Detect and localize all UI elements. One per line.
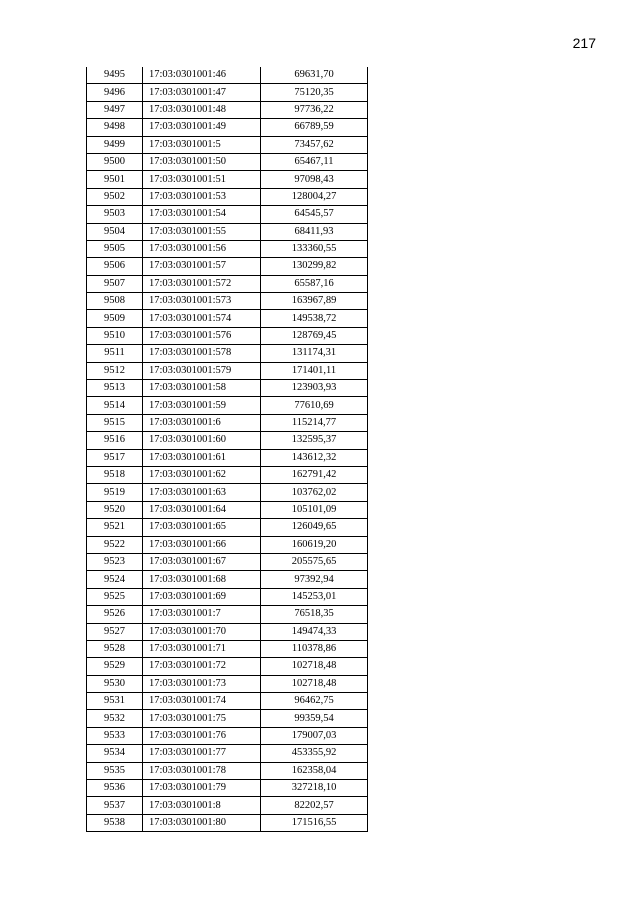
table-row bbox=[87, 606, 368, 623]
cadastral-number-cell: 17:03:0301001:76 bbox=[143, 727, 261, 744]
cadastral-number-cell: 17:03:0301001:72 bbox=[143, 658, 261, 675]
cadastral-number-cell: 17:03:0301001:60 bbox=[143, 432, 261, 449]
table-row bbox=[87, 710, 368, 727]
row-number-cell: 9505 bbox=[87, 240, 143, 257]
cadastral-number-cell: 17:03:0301001:572 bbox=[143, 275, 261, 292]
cadastral-number-cell: 17:03:0301001:80 bbox=[143, 814, 261, 831]
cadastral-value-cell: 130299,82 bbox=[261, 258, 368, 275]
row-number-cell: 9508 bbox=[87, 293, 143, 310]
table-row bbox=[87, 519, 368, 536]
cadastral-number-cell: 17:03:0301001:70 bbox=[143, 623, 261, 640]
table-row bbox=[87, 449, 368, 466]
cadastral-value-cell: 102718,48 bbox=[261, 675, 368, 692]
table-row bbox=[87, 745, 368, 762]
row-number-cell: 9527 bbox=[87, 623, 143, 640]
cadastral-number-cell: 17:03:0301001:58 bbox=[143, 380, 261, 397]
cadastral-number-cell: 17:03:0301001:69 bbox=[143, 588, 261, 605]
cadastral-value-cell: 327218,10 bbox=[261, 780, 368, 797]
cadastral-value-cell: 75120,35 bbox=[261, 84, 368, 101]
row-number-cell: 9498 bbox=[87, 119, 143, 136]
row-number-cell: 9510 bbox=[87, 327, 143, 344]
cadastral-value-cell: 115214,77 bbox=[261, 414, 368, 431]
cadastral-value-cell: 163967,89 bbox=[261, 293, 368, 310]
cadastral-value-cell: 110378,86 bbox=[261, 640, 368, 657]
row-number-cell: 9537 bbox=[87, 797, 143, 814]
table-row bbox=[87, 814, 368, 831]
row-number-cell: 9513 bbox=[87, 380, 143, 397]
row-number-cell: 9522 bbox=[87, 536, 143, 553]
cadastral-number-cell: 17:03:0301001:49 bbox=[143, 119, 261, 136]
cadastral-number-cell: 17:03:0301001:62 bbox=[143, 466, 261, 483]
table-row bbox=[87, 780, 368, 797]
row-number-cell: 9525 bbox=[87, 588, 143, 605]
table-row bbox=[87, 797, 368, 814]
cadastral-number-cell: 17:03:0301001:75 bbox=[143, 710, 261, 727]
cadastral-value-cell: 133360,55 bbox=[261, 240, 368, 257]
cadastral-number-cell: 17:03:0301001:48 bbox=[143, 101, 261, 118]
table-row bbox=[87, 327, 368, 344]
table-row bbox=[87, 310, 368, 327]
table-row bbox=[87, 362, 368, 379]
row-number-cell: 9504 bbox=[87, 223, 143, 240]
cadastral-value-cell: 66789,59 bbox=[261, 119, 368, 136]
cadastral-value-cell: 65587,16 bbox=[261, 275, 368, 292]
table-row bbox=[87, 640, 368, 657]
cadastral-value-cell: 97098,43 bbox=[261, 171, 368, 188]
table-row bbox=[87, 380, 368, 397]
table-row bbox=[87, 553, 368, 570]
table-row bbox=[87, 466, 368, 483]
table-row bbox=[87, 414, 368, 431]
cadastral-number-cell: 17:03:0301001:77 bbox=[143, 745, 261, 762]
table-row bbox=[87, 623, 368, 640]
cadastral-number-cell: 17:03:0301001:74 bbox=[143, 693, 261, 710]
table-row bbox=[87, 345, 368, 362]
cadastral-value-cell: 96462,75 bbox=[261, 693, 368, 710]
cadastral-value-cell: 132595,37 bbox=[261, 432, 368, 449]
cadastral-value-cell: 77610,69 bbox=[261, 397, 368, 414]
cadastral-value-cell: 65467,11 bbox=[261, 153, 368, 170]
table-row bbox=[87, 293, 368, 310]
row-number-cell: 9499 bbox=[87, 136, 143, 153]
cadastral-value-cell: 105101,09 bbox=[261, 501, 368, 518]
row-number-cell: 9536 bbox=[87, 780, 143, 797]
cadastral-number-cell: 17:03:0301001:66 bbox=[143, 536, 261, 553]
row-number-cell: 9514 bbox=[87, 397, 143, 414]
table-row bbox=[87, 588, 368, 605]
cadastral-value-table bbox=[86, 67, 368, 832]
table-row bbox=[87, 188, 368, 205]
row-number-cell: 9523 bbox=[87, 553, 143, 570]
table-row bbox=[87, 693, 368, 710]
cadastral-number-cell: 17:03:0301001:578 bbox=[143, 345, 261, 362]
row-number-cell: 9516 bbox=[87, 432, 143, 449]
cadastral-number-cell: 17:03:0301001:47 bbox=[143, 84, 261, 101]
cadastral-number-cell: 17:03:0301001:573 bbox=[143, 293, 261, 310]
cadastral-value-cell: 171401,11 bbox=[261, 362, 368, 379]
cadastral-value-cell: 97736,22 bbox=[261, 101, 368, 118]
table-row bbox=[87, 571, 368, 588]
cadastral-number-cell: 17:03:0301001:53 bbox=[143, 188, 261, 205]
cadastral-number-cell: 17:03:0301001:46 bbox=[143, 67, 261, 84]
cadastral-number-cell: 17:03:0301001:73 bbox=[143, 675, 261, 692]
row-number-cell: 9528 bbox=[87, 640, 143, 657]
cadastral-value-cell: 131174,31 bbox=[261, 345, 368, 362]
row-number-cell: 9503 bbox=[87, 206, 143, 223]
cadastral-value-cell: 162358,04 bbox=[261, 762, 368, 779]
cadastral-number-cell: 17:03:0301001:56 bbox=[143, 240, 261, 257]
cadastral-number-cell: 17:03:0301001:65 bbox=[143, 519, 261, 536]
row-number-cell: 9529 bbox=[87, 658, 143, 675]
row-number-cell: 9519 bbox=[87, 484, 143, 501]
row-number-cell: 9532 bbox=[87, 710, 143, 727]
cadastral-value-cell: 128769,45 bbox=[261, 327, 368, 344]
row-number-cell: 9512 bbox=[87, 362, 143, 379]
row-number-cell: 9531 bbox=[87, 693, 143, 710]
row-number-cell: 9526 bbox=[87, 606, 143, 623]
table-row bbox=[87, 84, 368, 101]
row-number-cell: 9533 bbox=[87, 727, 143, 744]
table-row bbox=[87, 240, 368, 257]
cadastral-number-cell: 17:03:0301001:71 bbox=[143, 640, 261, 657]
cadastral-value-cell: 76518,35 bbox=[261, 606, 368, 623]
cadastral-value-cell: 149538,72 bbox=[261, 310, 368, 327]
row-number-cell: 9500 bbox=[87, 153, 143, 170]
table-row bbox=[87, 223, 368, 240]
table-row bbox=[87, 397, 368, 414]
table-row bbox=[87, 275, 368, 292]
cadastral-number-cell: 17:03:0301001:6 bbox=[143, 414, 261, 431]
cadastral-value-cell: 160619,20 bbox=[261, 536, 368, 553]
cadastral-number-cell: 17:03:0301001:78 bbox=[143, 762, 261, 779]
row-number-cell: 9535 bbox=[87, 762, 143, 779]
row-number-cell: 9506 bbox=[87, 258, 143, 275]
table-row bbox=[87, 171, 368, 188]
cadastral-number-cell: 17:03:0301001:574 bbox=[143, 310, 261, 327]
cadastral-value-cell: 128004,27 bbox=[261, 188, 368, 205]
cadastral-number-cell: 17:03:0301001:51 bbox=[143, 171, 261, 188]
cadastral-value-cell: 143612,32 bbox=[261, 449, 368, 466]
cadastral-number-cell: 17:03:0301001:61 bbox=[143, 449, 261, 466]
row-number-cell: 9518 bbox=[87, 466, 143, 483]
table-row bbox=[87, 762, 368, 779]
row-number-cell: 9538 bbox=[87, 814, 143, 831]
cadastral-value-cell: 102718,48 bbox=[261, 658, 368, 675]
cadastral-number-cell: 17:03:0301001:79 bbox=[143, 780, 261, 797]
cadastral-value-cell: 205575,65 bbox=[261, 553, 368, 570]
table-row bbox=[87, 258, 368, 275]
row-number-cell: 9495 bbox=[87, 67, 143, 84]
cadastral-value-cell: 73457,62 bbox=[261, 136, 368, 153]
cadastral-value-cell: 179007,03 bbox=[261, 727, 368, 744]
table-row bbox=[87, 484, 368, 501]
table-row bbox=[87, 206, 368, 223]
cadastral-number-cell: 17:03:0301001:55 bbox=[143, 223, 261, 240]
row-number-cell: 9496 bbox=[87, 84, 143, 101]
table-row bbox=[87, 119, 368, 136]
cadastral-number-cell: 17:03:0301001:59 bbox=[143, 397, 261, 414]
row-number-cell: 9517 bbox=[87, 449, 143, 466]
table-body bbox=[87, 67, 368, 832]
table-row bbox=[87, 536, 368, 553]
cadastral-value-cell: 453355,92 bbox=[261, 745, 368, 762]
cadastral-value-cell: 82202,57 bbox=[261, 797, 368, 814]
row-number-cell: 9502 bbox=[87, 188, 143, 205]
row-number-cell: 9515 bbox=[87, 414, 143, 431]
cadastral-value-cell: 99359,54 bbox=[261, 710, 368, 727]
table-row bbox=[87, 501, 368, 518]
row-number-cell: 9534 bbox=[87, 745, 143, 762]
cadastral-number-cell: 17:03:0301001:8 bbox=[143, 797, 261, 814]
cadastral-value-cell: 103762,02 bbox=[261, 484, 368, 501]
cadastral-value-cell: 68411,93 bbox=[261, 223, 368, 240]
cadastral-number-cell: 17:03:0301001:63 bbox=[143, 484, 261, 501]
cadastral-number-cell: 17:03:0301001:579 bbox=[143, 362, 261, 379]
cadastral-value-cell: 171516,55 bbox=[261, 814, 368, 831]
cadastral-number-cell: 17:03:0301001:64 bbox=[143, 501, 261, 518]
table-row bbox=[87, 675, 368, 692]
cadastral-value-cell: 145253,01 bbox=[261, 588, 368, 605]
table-row bbox=[87, 67, 368, 84]
row-number-cell: 9511 bbox=[87, 345, 143, 362]
row-number-cell: 9497 bbox=[87, 101, 143, 118]
row-number-cell: 9521 bbox=[87, 519, 143, 536]
cadastral-number-cell: 17:03:0301001:50 bbox=[143, 153, 261, 170]
row-number-cell: 9520 bbox=[87, 501, 143, 518]
cadastral-value-cell: 149474,33 bbox=[261, 623, 368, 640]
cadastral-number-cell: 17:03:0301001:57 bbox=[143, 258, 261, 275]
row-number-cell: 9530 bbox=[87, 675, 143, 692]
row-number-cell: 9509 bbox=[87, 310, 143, 327]
table-row bbox=[87, 658, 368, 675]
cadastral-value-cell: 64545,57 bbox=[261, 206, 368, 223]
cadastral-value-cell: 126049,65 bbox=[261, 519, 368, 536]
row-number-cell: 9507 bbox=[87, 275, 143, 292]
row-number-cell: 9524 bbox=[87, 571, 143, 588]
table-row bbox=[87, 153, 368, 170]
cadastral-value-cell: 123903,93 bbox=[261, 380, 368, 397]
table-row bbox=[87, 432, 368, 449]
cadastral-number-cell: 17:03:0301001:68 bbox=[143, 571, 261, 588]
cadastral-number-cell: 17:03:0301001:5 bbox=[143, 136, 261, 153]
cadastral-number-cell: 17:03:0301001:67 bbox=[143, 553, 261, 570]
page-number: 217 bbox=[572, 35, 596, 51]
cadastral-number-cell: 17:03:0301001:54 bbox=[143, 206, 261, 223]
cadastral-value-cell: 162791,42 bbox=[261, 466, 368, 483]
cadastral-value-cell: 69631,70 bbox=[261, 67, 368, 84]
cadastral-value-cell: 97392,94 bbox=[261, 571, 368, 588]
table-row bbox=[87, 136, 368, 153]
row-number-cell: 9501 bbox=[87, 171, 143, 188]
cadastral-number-cell: 17:03:0301001:7 bbox=[143, 606, 261, 623]
table-row bbox=[87, 727, 368, 744]
table-row bbox=[87, 101, 368, 118]
cadastral-number-cell: 17:03:0301001:576 bbox=[143, 327, 261, 344]
